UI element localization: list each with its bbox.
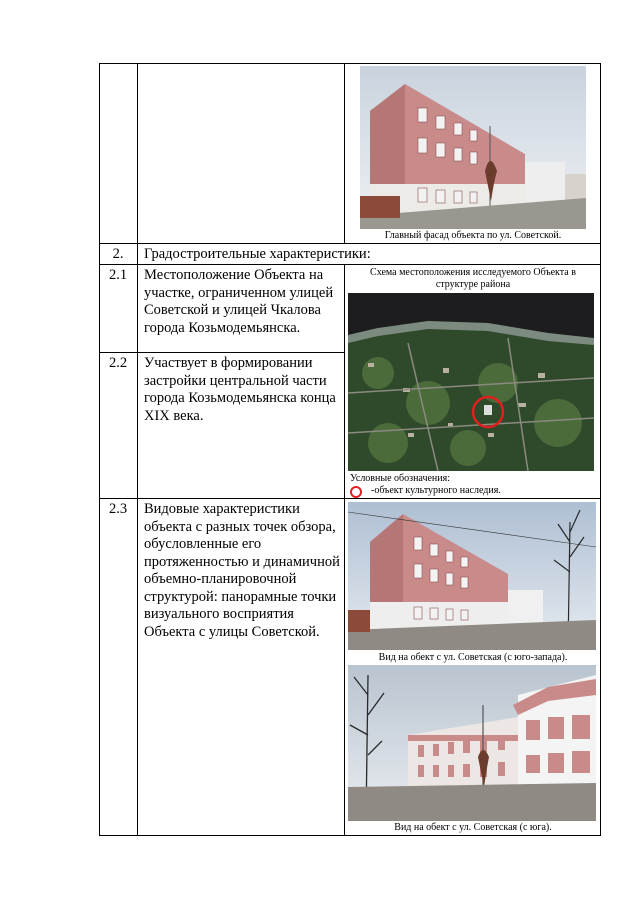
row-divider-3 [99,352,345,353]
caption-main-facade: Главный фасад объекта по ул. Советской. [384,230,562,241]
caption-view-southwest: Вид на обект с ул. Советская (с юго-запада). [378,652,568,663]
row-description: Участвует в формировании застройки центральной части города Козьмодемьянска конца XIX века. [144,355,336,424]
legend-item: -объект культурного наследия. [371,485,501,496]
column-divider-2b [344,265,345,836]
row-divider-2 [99,264,601,265]
row-description: Местоположение Объекта на участке, ограниченном улицей Советской и улицей Чкалова города Козьмодемьянска. [144,267,334,336]
column-divider-1 [137,63,138,836]
scheme-title: Схема местоположения исследуемого Объекта в структуре района [370,267,576,290]
table-border-right [600,63,601,836]
column-divider-2a [344,63,345,244]
view-southwest-photo [348,502,596,650]
row-divider-1 [99,243,601,244]
caption-view-south: Вид на обект с ул. Советская (с юга). [394,822,552,833]
row-number: 2. [112,246,124,262]
main-facade-photo [360,66,586,229]
legend-title: Условные обозначения: [350,473,451,484]
row-number: 2.3 [108,501,128,517]
location-map [348,293,594,471]
characteristics-table [99,63,601,836]
view-south-photo [348,665,596,821]
table-border-top [99,63,601,64]
section-heading: Градостроительные характеристики: [144,246,371,262]
legend-marker-icon [350,486,362,498]
row-divider-4 [99,498,601,499]
table-border-bottom [99,835,601,836]
row-number: 2.1 [108,267,128,283]
table-border-left [99,63,100,836]
row-description: Видовые характеристики объекта с разных точек обзора, обусловленные его протяженностью и динамичной объемно-планировочной структурой: панорамные точки визуального восприятия Объекта с улицы Советской. [144,501,340,640]
row-number: 2.2 [108,355,128,371]
